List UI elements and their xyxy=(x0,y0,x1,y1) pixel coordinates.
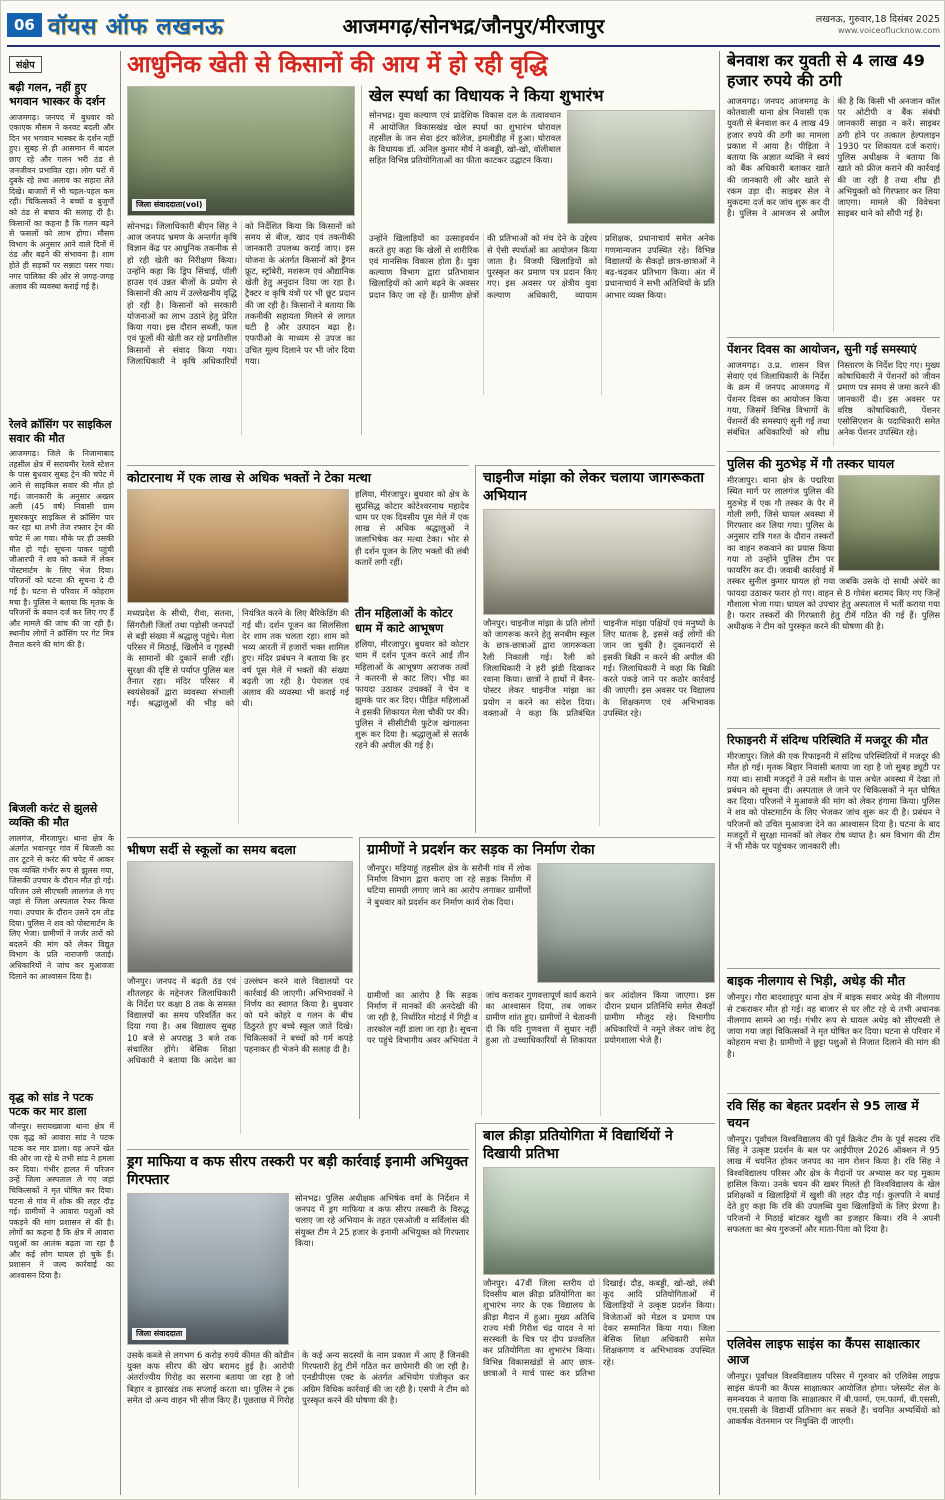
article-balkrida xyxy=(475,1123,715,1495)
kotar-left xyxy=(127,489,349,824)
fraud-headline: बेनवाश कर युवती से 4 लाख 49 हजार रुपये की ठगी xyxy=(727,51,925,91)
kotar-lead: हलिया, मीरजापुर। बुधवार को क्षेत्र के सुप्रसिद्ध कोटार कोटेश्वरनाथ महादेव धाम पर एक दिवसीय पूस मेले में एक लाख से अधिक श्रद्धालुओं ने जलाभिषेक कर मत्था टेका। भोर से ही दर्शन पूजन के लिए भक्तों की लंबी कतारें लगी रहीं। xyxy=(355,489,469,567)
article-ravi xyxy=(727,1093,940,1331)
smuggler-body: मीरजापुर। थाना क्षेत्र के पद्मरिया स्थित मार्ग पर लालगंज पुलिस की मुठभेड़ में एक गौ तस्कर के पैर में गोली लगी, जिसे घायल अवस्था में गिरफ्तार कर लिया गया। पुलिस के अनुसार रात्रि गश्त के दौरान तस्करों का वाहन रुकवाने का प्रयास किया गया तो उन्होंने पुलिस टीम पर फायरिंग कर दी। जवाबी कार्रवाई में तस्कर सुनील कुमार घायल हो गया जबकि उसके दो साथी अंधेरे का फायदा उठाकर फरार हो गए। वाहन से 8 गोवंश बरामद किए गए जिन्हें गौशाला भेजा गया। घायल को उपचार हेतु अस्पताल में भर्ती कराया गया है। फरार तस्करों की गिरफ्तारी हेतु टीमें गठित की गई हैं। पुलिस अधीक्षक ने टीम को पुरस्कृत करने की घोषणा की है। xyxy=(727,475,940,632)
kotar-headline: कोटारनाथ में एक लाख से अधिक भक्तों ने टेका मत्था xyxy=(127,470,372,485)
masthead xyxy=(7,5,940,47)
smuggler-headline: पुलिस की मुठभेड़ में गौ तस्कर घायल xyxy=(727,455,895,471)
brief-body: आजमगढ़। जिले के निजामाबाद तहसील क्षेत्र में सरायमीर रेलवे स्टेशन के पास बुधवार सुबह ट्रेन की चपेट में आने से साइकिल सवार की मौत हो गई। जानकारी के अनुसार अख्तर अली (45 वर्ष) निवासी ग्राम मुबारकपुर साइकिल से क्रॉसिंग पार कर रहा था तभी तेज रफ्तार ट्रेन की चपेट में आ गया। मौके पर ही उसकी मौत हो गई। सूचना पाकर पहुंची जीआरपी ने शव को कब्जे में लेकर पोस्टमार्टम के लिए भेज दिया। परिजनों को घटना की सूचना दे दी गई है। घटना से परिवार में कोहराम मचा है। पुलिस ने बताया कि मृतक के परिजनों के बयान दर्ज कर लिए गए हैं और मामले की जांच की जा रही है। स्थानीय लोगों ने क्रॉसिंग पर गेट मित्र तैनात करने की मांग की है। xyxy=(9,449,114,649)
page-number: 06 xyxy=(7,13,42,37)
sports-body: उन्होंने खिलाड़ियों का उत्साहवर्धन करते हुए कहा कि खेलों से शारीरिक एवं मानसिक विकास होता है। युवा कल्याण विभाग द्वारा प्रतिभावान खिलाड़ियों को आगे बढ़ने के अवसर प्रदान किए जा रहे हैं। ग्रामीण क्षेत्रों की प्रतिभाओं को मंच देने के उद्देश्य से ऐसी स्पर्धाओं का आयोजन किया जाता है। विजयी खिलाड़ियों को पुरस्कृत कर प्रमाण पत्र प्रदान किए गए। इस अवसर पर क्षेत्रीय युवा कल्याण अधिकारी, व्यायाम प्रशिक्षक, प्रधानाचार्य समेत अनेक गणमान्यजन उपस्थित रहे। विभिन्न विद्यालयों के सैकड़ों छात्र-छात्राओं ने बढ़-चढ़कर प्रतिभाग किया। अंत में प्रधानाचार्य ने सभी अतिथियों के प्रति आभार व्यक्त किया। xyxy=(369,233,715,300)
schools-headline: भीषण सर्दी से स्कूलों का समय बदला xyxy=(127,842,296,857)
drug-photo-caption: जिला संवाददाता xyxy=(132,1328,186,1340)
article-nilgai xyxy=(727,968,940,1093)
brief-headline: रेलवे क्रॉसिंग पर साइकिल सवार की मौत xyxy=(9,417,112,445)
briefs-column xyxy=(7,51,121,1495)
kotar-right xyxy=(355,489,469,824)
article-campus xyxy=(727,1331,940,1441)
refinery-body: मीरजापुर। जिले की एक रिफाइनरी में संदिग्ध परिस्थितियों में मजदूर की मौत हो गई। मृतक बिहार निवासी बताया जा रहा है जो सुबह ड्यूटी पर गया था। साथी मजदूरों ने उसे मशीन के पास अचेत अवस्था में देखा तो प्रबंधन को सूचना दी। अस्पताल ले जाने पर चिकित्सकों ने मृत घोषित कर दिया। परिजनों ने मुआवजे की मांग को लेकर हंगामा किया। पुलिस ने शव को पोस्टमार्टम के लिए भेजकर जांच शुरू कर दी है। प्रबंधन ने परिजनों को उचित मुआवजा देने का आश्वासन दिया है। घटना के बाद मजदूरों में सुरक्षा मानकों को लेकर रोष व्याप्त है। श्रम विभाग की टीम ने भी मौके पर पहुंचकर जानकारी ली। xyxy=(727,751,940,852)
kotar-body: मध्यप्रदेश के सीधी, रीवा, सतना, सिंगरौली जिलों तथा पड़ोसी जनपदों से बड़ी संख्या में श्रद्धालु पहुंचे। मेला परिसर में मिठाई, खिलौने व गृहस्थी के सामानों की दुकानें सजी रहीं। सुरक्षा की दृष्टि से पर्याप्त पुलिस बल तैनात रहा। मंदिर परिसर में स्वयंसेवकों द्वारा व्यवस्था संभाली गई। श्रद्धालुओं की भीड़ को नियंत्रित करने के लिए बैरिकेडिंग की गई थी। दर्शन पूजन का सिलसिला देर शाम तक चलता रहा। शाम को भव्य आरती में हजारों भक्त शामिल हुए। मंदिर प्रबंधन ने बताया कि हर वर्ष पूस मेले में भक्तों की संख्या बढ़ती जा रही है। पेयजल एवं अलाव की व्यवस्था भी कराई गई थी। xyxy=(127,608,349,709)
article-fraud xyxy=(727,51,940,337)
drug-body: उसके कब्जे से लगभग 6 करोड़ रुपये कीमत की कोडीन युक्त कफ सीरप की खेप बरामद हुई है। आरोपी अंतर्राज्यीय गिरोह का सरगना बताया जा रहा है जो बिहार व झारखंड तक सप्लाई करता था। पुलिस ने ट्रक समेत दो अन्य वाहन भी सीज किए हैं। पूछताछ में गिरोह के कई अन्य सदस्यों के नाम प्रकाश में आए हैं जिनकी गिरफ्तारी हेतु टीमें गठित कर छापेमारी की जा रही है। एनडीपीएस एक्ट के अंतर्गत अभियोग पंजीकृत कर अग्रिम विधिक कार्रवाई की जा रही है। एसपी ने टीम को पुरस्कृत करने की घोषणा की है। xyxy=(127,1349,469,1405)
briefs-label: संक्षेप xyxy=(9,56,42,73)
pension-headline: पेंशनर दिवस का आयोजन, सुनी गई समस्याएं xyxy=(727,341,917,356)
manjha-body: जौनपुर। चाइनीज मांझा के प्रति लोगों को जागरूक करने हेतु सनबीम स्कूल के छात्र-छात्राओं द्वारा जागरूकता रैली निकाली गई। रैली को जिलाधिकारी ने हरी झंडी दिखाकर रवाना किया। छात्रों ने हाथों में बैनर-पोस्टर लेकर चाइनीज मांझा का प्रयोग न करने का संदेश दिया। वक्ताओं ने कहा कि प्रतिबंधित चाइनीज मांझा पक्षियों एवं मनुष्यों के लिए घातक है, इससे कई लोगों की जान जा चुकी है। दुकानदारों से इसकी बिक्री न करने की अपील की गई। जिलाधिकारी ने कहा कि बिक्री करते पकड़े जाने पर कठोर कार्रवाई की जाएगी। इस अवसर पर विद्यालय के शिक्षकगण एवं अभिभावक उपस्थित रहे। xyxy=(483,617,715,718)
drug-photo xyxy=(127,1193,289,1345)
balkrida-body: जौनपुर। 47वीं जिला स्तरीय दो दिवसीय बाल क्रीड़ा प्रतियोगिता का शुभारंभ नगर के एक विद्यालय के क्रीड़ा मैदान में हुआ। मुख्य अतिथि राज्य मंत्री गिरीश चंद्र यादव ने मां सरस्वती के चित्र पर दीप प्रज्वलित कर प्रतियोगिता का शुभारंभ किया। विभिन्न विकासखंडों से आए छात्र-छात्राओं ने मार्च पास्ट कर प्रतिभा दिखाई। दौड़, कबड्डी, खो-खो, लंबी कूद आदि प्रतियोगिताओं में खिलाड़ियों ने उत्कृष्ट प्रदर्शन किया। विजेताओं को मेडल व प्रमाण पत्र देकर सम्मानित किया गया। जिला बेसिक शिक्षा अधिकारी समेत शिक्षकगण व अभिभावक उपस्थित रहे। xyxy=(483,1277,715,1378)
balkrida-photo xyxy=(483,1167,715,1275)
schools-body: जौनपुर। जनपद में बढ़ती ठंड एवं शीतलहर के मद्देनजर जिलाधिकारी के निर्देश पर कक्षा 8 तक के समस्त विद्यालयों का समय परिवर्तित कर दिया गया है। अब विद्यालय सुबह 10 बजे से अपराह्न 3 बजे तक संचालित होंगे। बेसिक शिक्षा अधिकारी ने बताया कि आदेश का उल्लंघन करने वाले विद्यालयों पर कार्रवाई की जाएगी। अभिभावकों ने निर्णय का स्वागत किया है। बुधवार को घने कोहरे व गलन के बीच ठिठुरते हुए बच्चे स्कूल जाते दिखे। चिकित्सकों ने बच्चों को गर्म कपड़े पहनाकर ही भेजने की सलाह दी है। xyxy=(127,976,353,1065)
nilgai-headline: बाइक नीलगाय से भिड़ी, अधेड़ की मौत xyxy=(727,973,906,989)
drug-lead: सोनभद्र। पुलिस अधीक्षक अभिषेक वर्मा के निर्देशन में जनपद में ड्रग माफिया व कफ सीरप तस्करी के विरुद्ध चलाए जा रहे अभियान के तहत एसओजी व सर्विलांस की संयुक्त टीम ने 25 हजार के इनामी अभियुक्त को गिरफ्तार किया। xyxy=(295,1192,469,1248)
manjha-photo xyxy=(483,509,715,615)
manjha-headline: चाइनीज मांझा को लेकर चलाया जागरूकता अभियान xyxy=(483,470,704,504)
brief-headline: बढ़ी गलन, नहीं हुए भगवान भास्कर के दर्शन xyxy=(9,81,106,109)
kotar-photo xyxy=(127,489,349,603)
campus-body: जौनपुर। पूर्वांचल विश्वविद्यालय परिसर में गुरुवार को एलिवेस लाइफ साइंस कंपनी का कैंपस साक्षात्कार आयोजित होगा। प्लेसमेंट सेल के समन्वयक ने बताया कि साक्षात्कार में बी.फार्मा, एम.फार्मा, बी.एससी, एम.एससी के विद्यार्थी प्रतिभाग कर सकते हैं। चयनित अभ्यर्थियों को आकर्षक वेतनमान पर नियुक्ति दी जाएगी। xyxy=(727,1371,940,1427)
farming-left xyxy=(127,86,355,435)
schools-photo xyxy=(127,861,353,973)
brief-body: जौनपुर। सरायख्वाजा थाना क्षेत्र में एक वृद्ध को आवारा सांड ने पटक पटक कर मार डाला। वह अपने खेत की ओर जा रहे थे तभी सांड ने हमला कर दिया। गंभीर हालत में परिजन उन्हें जिला अस्पताल ले गए जहां चिकित्सकों ने मृत घोषित कर दिया। घटना से गांव में शोक की लहर दौड़ गई। ग्रामीणों ने आवारा पशुओं को पकड़ने की मांग प्रशासन से की है। लोगों का कहना है कि क्षेत्र में आवारा पशुओं का आतंक बढ़ता जा रहा है और कई लोग घायल हो चुके हैं। प्रशासन ने जल्द कार्रवाई का आश्वासन दिया है। xyxy=(9,1122,114,1280)
sports-photo xyxy=(567,110,715,224)
balkrida-headline: बाल क्रीड़ा प्रतियोगिता में विद्यार्थियों ने दिखायी प्रतिभा xyxy=(483,1128,673,1162)
sports-headline: खेल स्पर्धा का विधायक ने किया शुभारंभ xyxy=(369,85,604,105)
article-pension xyxy=(727,337,940,451)
farming-body: सोनभद्र। जिलाधिकारी बीएन सिंह ने आज जनपद भ्रमण के अन्तर्गत कृषि विज्ञान केंद्र पर आधुनिक तकनीक से हो रही खेती का निरीक्षण किया। उन्होंने कहा कि ड्रिप सिंचाई, पॉली हाउस एवं उन्नत बीजों के प्रयोग से किसानों की आय में उल्लेखनीय वृद्धि हो रही है। किसानों को सरकारी योजनाओं का लाभ उठाने हेतु प्रेरित किया गया। इस दौरान सब्जी, फल एवं फूलों की खेती कर रहे प्रगतिशील किसानों से संवाद किया गया। जिलाधिकारी ने कृषि अधिकारियों को निर्देशित किया कि किसानों को समय से बीज, खाद एवं तकनीकी जानकारी उपलब्ध कराई जाए। इस योजना के अंतर्गत किसानों को ड्रैगन फ्रूट, स्ट्रॉबेरी, मशरूम एवं औद्यानिक खेती हेतु अनुदान दिया जा रहा है। ट्रैक्टर व कृषि यंत्रों पर भी छूट प्रदान की जा रही है। किसानों ने बताया कि तकनीकी सहायता मिलने से लागत घटी है और उत्पादन बढ़ा है। एफपीओ के माध्यम से उपज का उचित मूल्य दिलाने पर भी जोर दिया गया। xyxy=(127,220,355,366)
article-farming xyxy=(127,51,715,459)
farming-photo-caption: जिला संवाददाता(vol) xyxy=(132,199,206,211)
article-road xyxy=(359,837,715,1119)
road-headline: ग्रामीणों ने प्रदर्शन कर सड़क का निर्माण रोका xyxy=(367,842,595,858)
sports-lead: सोनभद्र। युवा कल्याण एवं प्रादेशिक विकास दल के तत्वावधान में आयोजित विकासखंड खेल स्पर्धा का शुभारंभ घोरावल तहसील के जन सेवा इंटर कॉलेज, इमलीडीह में हुआ। घोरावल के विधायक डॉ. अनिल कुमार मौर्य ने कबड्डी, खो-खो, वॉलीबाल सहित विभिन्न प्रतियोगिताओं का फीता काटकर उद्घाटन किया। xyxy=(369,110,561,166)
road-photo xyxy=(537,863,715,983)
brief-headline: बिजली करंट से झुलसे व्यक्ति की मौत xyxy=(9,802,98,830)
brief-item xyxy=(9,418,114,798)
pension-body: आजमगढ़। उ.प्र. शासन वित्त सेवाएं एवं जिलाधिकारी के निर्देश के क्रम में जनपद आजमगढ़ में पेंशनर दिवस का आयोजन किया गया, जिसमें विभिन्न विभागों के पेंशनरों की समस्याएं सुनी गईं तथा संबंधित अधिकारियों को शीघ्र निस्तारण के निर्देश दिए गए। मुख्य कोषाधिकारी ने पेंशनरों को जीवन प्रमाण पत्र समय से जमा करने की जानकारी दी। इस अवसर पर वरिष्ठ कोषाधिकारी, पेंशनर एसोसिएशन के पदाधिकारी समेत अनेक पेंशनर उपस्थित रहे। xyxy=(727,359,940,438)
road-lead: जौनपुर। मड़ियाहूं तहसील क्षेत्र के सरौनी गांव में लोक निर्माण विभाग द्वारा कराए जा रहे सड़क निर्माण में घटिया सामग्री लगाए जाने का आरोप लगाकर ग्रामीणों ने बुधवार को प्रदर्शन कर निर्माण कार्य रोक दिया। xyxy=(367,862,531,907)
farming-headline: आधुनिक खेती से किसानों की आय में हो रही वृद्धि xyxy=(127,52,548,78)
article-drug xyxy=(127,1149,469,1495)
farming-photo xyxy=(127,86,355,216)
ornaments-body: हलिया, मीरजापुर। बुधवार को कोटार धाम में दर्शन पूजन करने आई तीन महिलाओं के आभूषण अराजक तत्वों ने कतरनी से काट लिए। भीड़ का फायदा उठाकर उचक्कों ने चेन व झुमके पार कर दिए। पीड़ित महिलाओं ने इसकी शिकायत मेला चौकी पर की। पुलिस ने सीसीटीवी फुटेज खंगालना शुरू कर दिया है। श्रद्धालुओं से सतर्क रहने की अपील की गई है। xyxy=(355,639,469,751)
fraud-body: आजमगढ़। जनपद आजमगढ़ के कोतवाली थाना क्षेत्र निवासी एक युवती से बेनवाश कर 4 लाख 49 हजार रुपये की ठगी का मामला प्रकाश में आया है। पीड़िता ने बताया कि अज्ञात व्यक्ति ने स्वयं को बैंक अधिकारी बताकर खाते की जानकारी ली और खाते से रकम उड़ा दी। साइबर सेल ने मुकदमा दर्ज कर जांच शुरू कर दी है। पुलिस ने आमजन से अपील की है कि किसी भी अनजान कॉल पर ओटीपी व बैंक संबंधी जानकारी साझा न करें। साइबर ठगी होने पर तत्काल हेल्पलाइन 1930 पर शिकायत दर्ज कराएं। पुलिस अधीक्षक ने बताया कि खाते को फ्रीज कराने की कार्रवाई की जा रही है तथा शीघ्र ही अभियुक्तों को गिरफ्तार कर लिया जाएगा। मामले की विवेचना साइबर थाने को सौंपी गई है। xyxy=(727,95,940,219)
right-column xyxy=(719,51,940,1495)
article-refinery xyxy=(727,728,940,968)
article-manjha xyxy=(475,465,715,833)
ravi-headline: रवि सिंह का बेहतर प्रदर्शन से 95 लाख में चयन xyxy=(727,1098,919,1130)
road-body: ग्रामीणों का आरोप है कि सड़क निर्माण में मानकों की अनदेखी की जा रही है, निर्धारित मोटाई में गिट्टी व तारकोल नहीं डाला जा रहा है। सूचना पर पहुंचे विभागीय अवर अभियंता ने जांच कराकर गुणवत्तापूर्ण कार्य कराने का आश्वासन दिया, तब जाकर ग्रामीण शांत हुए। ग्रामीणों ने चेतावनी दी कि यदि गुणवत्ता में सुधार नहीं हुआ तो उच्चाधिकारियों से शिकायत कर आंदोलन किया जाएगा। इस दौरान प्रधान प्रतिनिधि समेत सैकड़ों ग्रामीण मौजूद रहे। विभागीय अधिकारियों ने नमूने लेकर जांच हेतु प्रयोगशाला भेजे हैं। xyxy=(367,989,715,1045)
website-url: www.voiceoflucknow.com xyxy=(837,25,940,35)
refinery-headline: रिफाइनरी में संदिग्ध परिस्थिति में मजदूर की मौत xyxy=(727,733,928,748)
campus-headline: एलिवेस लाइफ साइंस का कैंपस साक्षात्कार आज xyxy=(727,1335,920,1368)
article-schools xyxy=(127,837,353,1145)
ravi-body: जौनपुर। पूर्वांचल विश्वविद्यालय की पूर्व क्रिकेट टीम के पूर्व सदस्य रवि सिंह ने उत्कृष्ट प्रदर्शन के बल पर आईपीएल 2026 ऑक्शन में 95 लाख में चयनित होकर जनपद का नाम रोशन किया है। रवि सिंह ने विश्वविद्यालय परिसर और क्षेत्र के मैदानों पर अभ्यास कर यह मुकाम हासिल किया। उनके चयन की खबर मिलते ही विश्वविद्यालय के खेल प्रशिक्षकों व खिलाड़ियों में खुशी की लहर दौड़ गई। कुलपति ने बधाई देते हुए कहा कि रवि की उपलब्धि युवा खिलाड़ियों के लिए प्रेरणा है। परिजनों ने मिठाई बांटकर खुशी का इजहार किया। रवि ने अपनी सफलता का श्रेय गुरुजनों और माता-पिता को दिया है। xyxy=(727,1133,940,1234)
smuggler-body-wrap xyxy=(727,475,940,723)
article-kotar xyxy=(127,465,469,833)
article-sports-meet xyxy=(361,86,715,435)
nilgai-body: जौनपुर। गौरा बादशाहपुर थाना क्षेत्र में बाइक सवार अधेड़ की नीलगाय से टकराकर मौत हो गई। वह बाजार से घर लौट रहे थे तभी अचानक नीलगाय सामने आ गई। गंभीर रूप से घायल अधेड़ को सीएचसी ले जाया गया जहां चिकित्सकों ने मृत घोषित कर दिया। घटना से परिवार में कोहराम मचा है। ग्रामीणों ने छुट्टा पशुओं से निजात दिलाने की मांग की है। xyxy=(727,992,940,1059)
brief-item xyxy=(9,1091,114,1453)
article-smuggler xyxy=(727,451,940,728)
ornaments-headline: तीन महिलाओं के कोटर धाम में काटे आभूषण xyxy=(355,606,453,636)
brief-headline: वृद्ध को सांड ने पटक पटक कर मार डाला xyxy=(9,1090,94,1119)
paper-name-logo: वॉयस ऑफ लखनऊ xyxy=(47,14,224,40)
brief-item xyxy=(9,81,114,413)
smuggler-photo xyxy=(838,475,940,571)
brief-body: आजमगढ़। जनपद में बुधवार को एकाएक मौसम ने करवट बदली और दिन भर भगवान भास्कर के दर्शन नहीं हुए। सुबह से ही आसमान में बादल छाए रहे और गलन भरी ठंड से जनजीवन प्रभावित रहा। लोग घरों में दुबके रहे तथा अलाव का सहारा लेते दिखे। बाजारों में भी चहल-पहल कम रही। चिकित्सकों ने बच्चों व बुजुर्गों को ठंड से बचाव की सलाह दी है। किसानों का कहना है कि गलन बढ़ने से फसलों को लाभ होगा। मौसम विभाग के अनुसार आने वाले दिनों में ठंड और बढ़ने की संभावना है। शाम होते ही सड़कों पर सन्नाटा पसर गया। नगर पालिका की ओर से जगह-जगह अलाव की व्यवस्था कराई गई है। xyxy=(9,112,114,292)
edition-regions: आजमगढ़/सोनभद्र/जौनपुर/मीरजापुर xyxy=(342,13,605,38)
masthead-right xyxy=(816,14,940,37)
brief-body: लालगंज, मीरजापुर। थाना क्षेत्र के अंतर्गत भवानपुर गांव में बिजली का तार टूटने से करंट की चपेट में आकर एक व्यक्ति गंभीर रूप से झुलस गया, जिसकी उपचार के दौरान मौत हो गई। परिजन उसे सीएचसी लालगंज ले गए जहां से जिला अस्पताल रेफर किया गया। उपचार के दौरान उसने दम तोड़ दिया। पुलिस ने शव को पोस्टमार्टम के लिए भेजा। ग्रामीणों ने जर्जर तारों को बदलने की मांग को लेकर विद्युत विभाग के प्रति नाराजगी जताई। अधिकारियों ने जांच कर मुआवजा दिलाने का आश्वासन दिया है। xyxy=(9,833,114,981)
dateline: लखनऊ, गुरुवार,18 दिसंबर 2025 xyxy=(815,13,940,25)
brief-item xyxy=(9,802,114,1086)
drug-headline: ड्रग माफिया व कफ सीरप तस्करी पर बड़ी कार्रवाई इनामी अभियुक्त गिरफ्तार xyxy=(127,1154,469,1188)
